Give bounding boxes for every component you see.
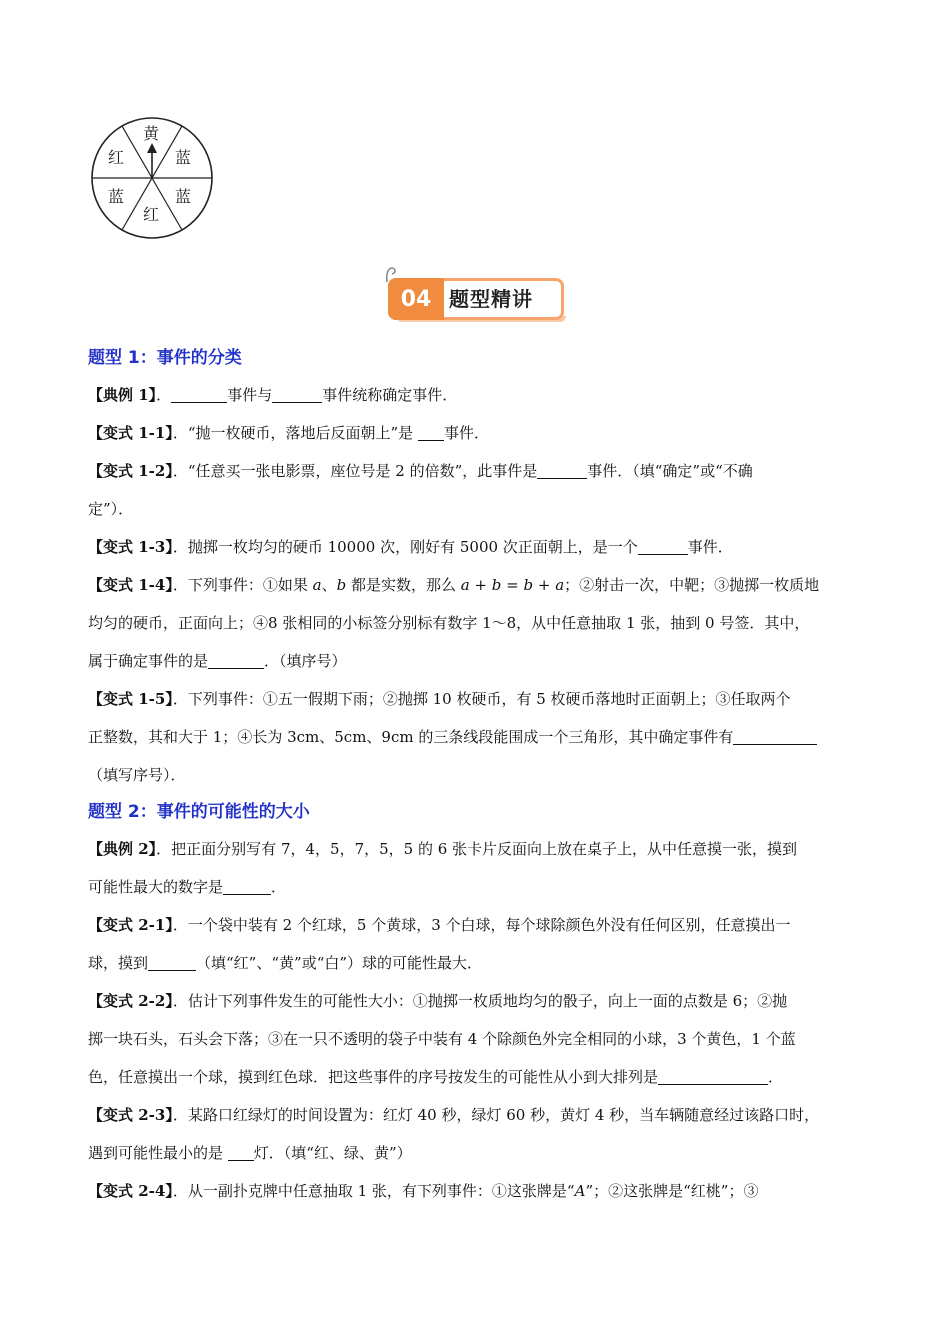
sector-label: 红 <box>143 205 160 224</box>
sector-label: 蓝 <box>175 148 192 167</box>
banner-title: 题型精讲 <box>449 287 533 311</box>
tag: 【变式 2-3】 <box>88 1106 173 1124</box>
answer-blank <box>418 424 444 441</box>
equation: a + b = b + a <box>460 576 565 594</box>
spinner-diagram <box>85 115 219 245</box>
example-1: 【典例 1】． 事件与 事件统称确定事件． <box>88 386 458 404</box>
tag: 【典例 2】 <box>88 840 157 858</box>
answer-blank <box>272 386 322 403</box>
answer-blank <box>171 386 227 403</box>
tag: 【典例 1】 <box>88 386 157 404</box>
example-2: 【典例 2】．把正面分别写有 7，4，5，7，5，5 的 6 张卡片反面向上放在桌子上，从中任意摸一张，摸到 可能性最大的数字是 ． <box>88 840 798 896</box>
section-banner <box>384 264 572 326</box>
answer-blank <box>148 954 196 971</box>
answer-blank <box>537 462 587 479</box>
answer-blank <box>228 1144 254 1161</box>
banner-box <box>388 278 564 320</box>
tag: 【变式 1-1】 <box>88 424 173 442</box>
answer-blank <box>638 538 688 555</box>
banner-number: 04 <box>388 278 444 320</box>
tag: 【变式 2-1】 <box>88 916 173 934</box>
tag: 【变式 1-5】 <box>88 690 173 708</box>
variant-1-5: 【变式 1-5】．下列事件：①五一假期下雨；②抛掷 10 枚硬币，有 5 枚硬币落地时正面朝上；③任取两个 正整数，其和大于 1；④长为 3cm、5cm、9cm 的三条线段能围成一个三角形，其中确定事件有 （填写序号）． <box>88 680 868 794</box>
document-body <box>88 340 868 1210</box>
variant-1-1: 【变式 1-1】．“抛一枚硬币，落地后反面朝上”是 事件． <box>88 424 489 442</box>
tag: 【变式 1-2】 <box>88 462 173 480</box>
section-heading-type2: 题型 2：事件的可能性的大小 <box>88 802 310 822</box>
tag: 【变式 2-4】 <box>88 1182 173 1200</box>
sector-label: 黄 <box>143 124 160 143</box>
answer-blank <box>658 1068 768 1085</box>
variant-2-4: 【变式 2-4】．从一副扑克牌中任意抽取 1 张，有下列事件：①这张牌是“A”；②这张牌是“红桃”；③ <box>88 1182 759 1200</box>
sector-label: 蓝 <box>175 187 192 206</box>
sector-label: 蓝 <box>108 187 125 206</box>
tag: 【变式 2-2】 <box>88 992 173 1010</box>
answer-blank <box>733 728 817 745</box>
section-heading-type1: 题型 1：事件的分类 <box>88 348 242 368</box>
variant-2-1: 【变式 2-1】．一个袋中装有 2 个红球，5 个黄球，3 个白球，每个球除颜色外没有任何区别，任意摸出一 球，摸到 （填“红”、“黄”或“白”）球的可能性最大． <box>88 916 791 972</box>
answer-blank <box>208 652 264 669</box>
variant-2-2: 【变式 2-2】．估计下列事件发生的可能性大小：①抛掷一枚质地均匀的骰子，向上一面的点数是 6；②抛 掷一块石头，石头会下落；③在一只不透明的袋子中装有 4 个除颜色外完全相同的小球，3 个黄色，1 个蓝 色，任意摸出一个球，摸到红色球．把这些事件的序号按发生的可能性从小到大排列是 ． <box>88 992 796 1086</box>
variant-1-3: 【变式 1-3】．抛掷一枚均匀的硬币 10000 次，刚好有 5000 次正面朝上，是一个 事件． <box>88 538 733 556</box>
variant-1-4: 【变式 1-4】．下列事件：①如果 a、b 都是实数，那么 a + b = b + a；②射击一次，中靶；③抛掷一枚质地 均匀的硬币，正面向上；④8 张相同的小标签分别标有数字 1～8，从中任意抽取 1 张，抽到 0 号签．其中， 属于确定事件的是 ．（填序号） <box>88 576 820 670</box>
variant-1-2: 【变式 1-2】．“任意买一张电影票，座位号是 2 的倍数”，此事件是 事件．（填“确定”或“不确 定”）． <box>88 462 753 518</box>
tag: 【变式 1-4】 <box>88 576 173 594</box>
answer-blank <box>223 878 271 895</box>
tag: 【变式 1-3】 <box>88 538 173 556</box>
sector-label: 红 <box>108 148 125 167</box>
variant-2-3: 【变式 2-3】．某路口红绿灯的时间设置为：红灯 40 秒，绿灯 60 秒，黄灯 4 秒，当车辆随意经过该路口时， 遇到可能性最小的是 灯．（填“红、绿、黄”） <box>88 1106 820 1162</box>
